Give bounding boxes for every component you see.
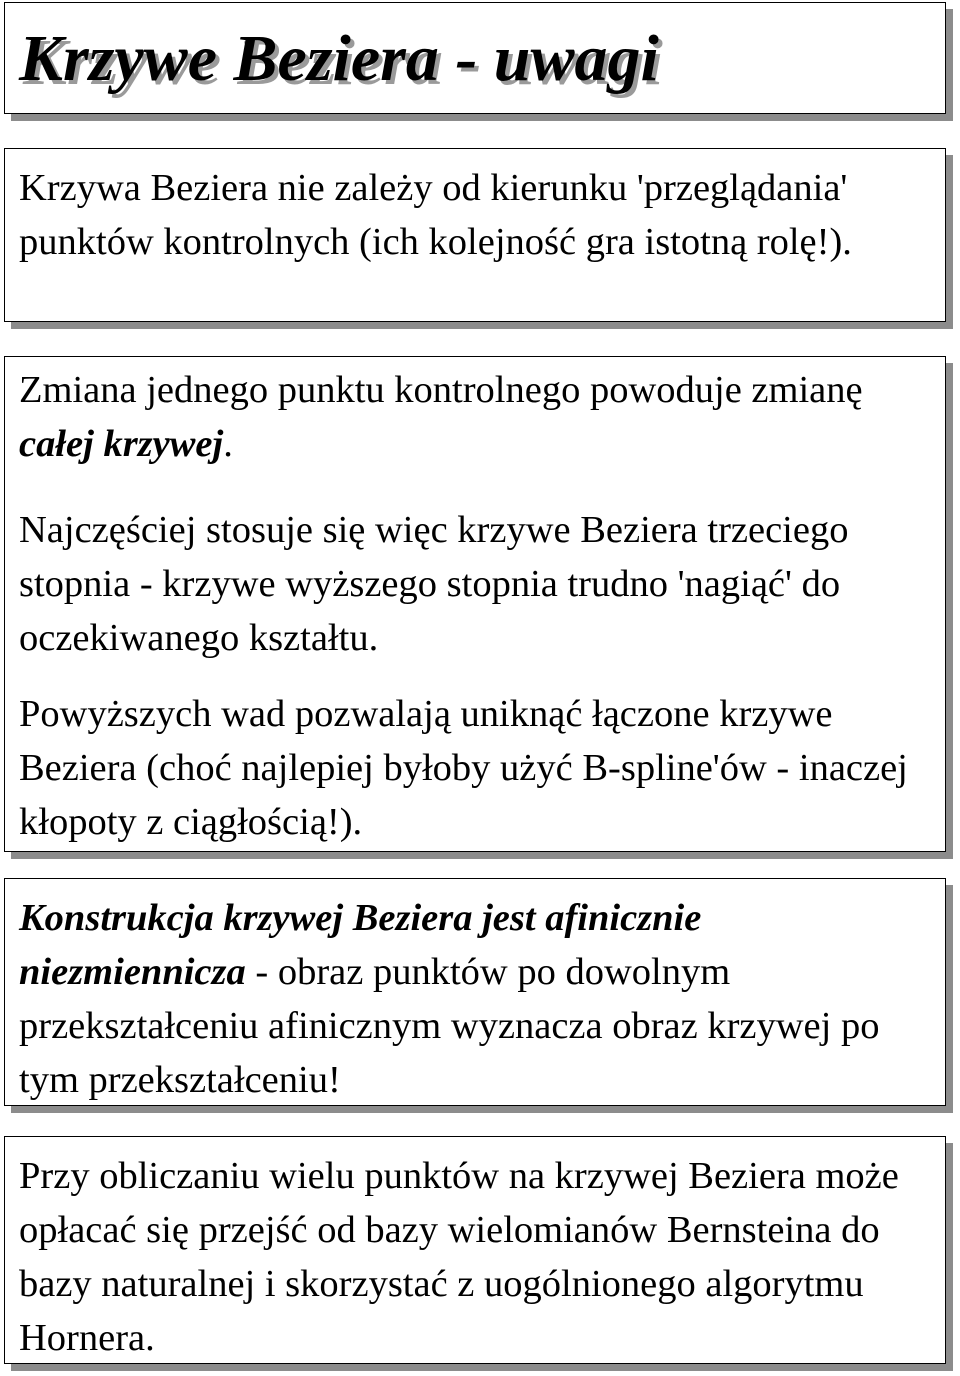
note-horner-text: Przy obliczaniu wielu punktów na krzywej Beziera może opłacać się przejść od bazy wielomianów Bernsteina do bazy naturalnej i skorzystać z uogólnionego algorytmu Hornera.: [19, 1155, 899, 1359]
note-box-affine: [4, 878, 946, 1106]
note-box-control-points: [4, 356, 946, 852]
page-title: Krzywe Beziera - uwagi: [19, 22, 659, 95]
note-direction-text: Krzywa Beziera nie zależy od kierunku 'przeglądania' punktów kontrolnych (ich kolejność gra istotną rolę!).: [19, 167, 852, 263]
note-joined-curves: Powyższych wad pozwalają uniknąć łączone krzywe Beziera (choć najlepiej byłoby użyć B-spline'ów - inaczej kłopoty z ciągłością!).: [19, 693, 908, 843]
note-affine-text: [19, 891, 935, 1107]
note-control-point-change: [19, 363, 935, 471]
note-affine-emphasis: Konstrukcja krzywej Beziera jest afinicznie niezmiennicza: [19, 897, 702, 993]
note-box-horner: [4, 1136, 946, 1364]
note-box-direction: [4, 148, 946, 322]
title-box: [4, 2, 946, 114]
note-control-point-emphasis: całej krzywej: [19, 423, 224, 465]
note-third-degree: Najczęściej stosuje się więc krzywe Beziera trzeciego stopnia - krzywe wyższego stopnia trudno 'nagiąć' do oczekiwanego kształtu.: [19, 509, 849, 659]
note-control-point-suffix: .: [223, 423, 233, 465]
note-control-point-prefix: Zmiana jednego punktu kontrolnego powoduje zmianę: [19, 369, 863, 411]
note-affine-rest: - obraz punktów po dowolnym przekształceniu afinicznym wyznacza obraz krzywej po tym przekształceniu!: [19, 951, 880, 1101]
